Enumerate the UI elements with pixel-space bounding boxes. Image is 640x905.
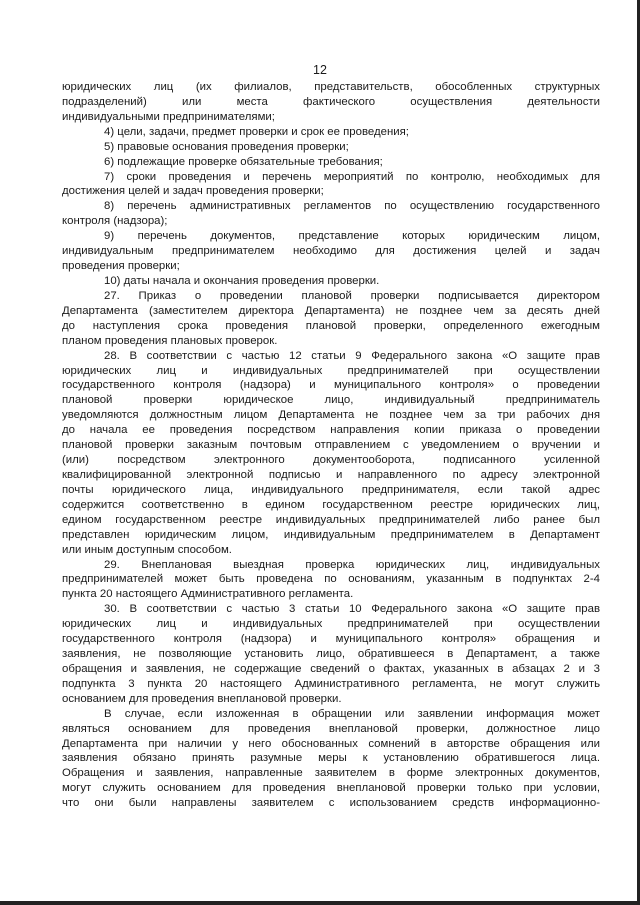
- text-line: могут служить основанием для проведения внеплановой проверки только при условии,: [62, 782, 600, 795]
- text-line: содержится соответственно в едином государственном реестре юридических лиц,: [62, 498, 600, 511]
- text-line: государственного контроля (надзора) и муниципального контроля» о проведении: [62, 379, 600, 392]
- text-line: основанием для проведения внеплановой проверки.: [62, 692, 342, 705]
- text-line: 29. Внеплановая выездная проверка юридических лиц, индивидуальных: [104, 558, 600, 571]
- text-line: проведения проверки;: [62, 260, 180, 273]
- text-line: 9) перечень документов, представление которых юридическим лицом,: [104, 230, 600, 243]
- text-line: предпринимателей может быть проведена по основаниям, указанным в подпунктах 2-4: [62, 573, 600, 586]
- text-line: 5) правовые основания проведения проверки;: [104, 140, 349, 153]
- text-line: квалифицированной электронной подписью и направленного по адресу электронной: [62, 468, 600, 481]
- text-line: плановой проверки заказным почтовым отправлением с уведомлением о вручении и: [62, 439, 600, 452]
- text-line: 30. В соответствии с частью 3 статьи 10 Федерального закона «О защите прав: [104, 603, 600, 616]
- text-line: планом проведения плановых проверок.: [62, 334, 278, 347]
- text-line: являться основанием для проведения внеплановой проверки, должностное лицо: [62, 722, 600, 735]
- scan-edge-bottom: [0, 901, 640, 905]
- text-line: государственного контроля (надзора) и муниципального контроля» обращения и: [62, 633, 600, 646]
- text-line: обращения и заявления, не содержащие сведений о фактах, указанных в абзацах 2 и 3: [62, 662, 600, 675]
- text-line: почты юридического лица, индивидуального предпринимателя, если такой адрес: [62, 483, 600, 496]
- text-line: 27. Приказ о проведении плановой проверки подписывается директором: [104, 289, 600, 302]
- text-line: 4) цели, задачи, предмет проверки и срок ее проведения;: [104, 125, 409, 138]
- text-line: Департамента (заместителем директора Департамента) не позднее чем за десять дней: [62, 304, 600, 317]
- text-line: Обращения и заявления, направленные заявителем в форме электронных документов,: [62, 767, 600, 780]
- text-line: пункта 20 настоящего Административного регламента.: [62, 588, 354, 601]
- text-line: представлен юридическим лицом, индивидуальным предпринимателем в Департамент: [62, 528, 600, 541]
- text-line: индивидуальными предпринимателями;: [62, 110, 275, 123]
- text-line: подразделений) или места фактического осуществления деятельности: [62, 95, 600, 108]
- text-line: 28. В соответствии с частью 12 статьи 9 Федерального закона «О защите прав: [104, 349, 600, 362]
- text-line: юридических лиц и индивидуальных предпринимателей при осуществлении: [62, 618, 600, 631]
- text-line: В случае, если изложенная в обращении или заявлении информация может: [104, 707, 600, 720]
- document-body: [62, 80, 600, 811]
- text-line: контроля (надзора);: [62, 215, 168, 228]
- text-line: подпункта 3 пункта 20 настоящего Административного регламента, не могут служить: [62, 677, 600, 690]
- text-line: 6) подлежащие проверке обязательные требования;: [104, 155, 383, 168]
- text-line: индивидуальным предпринимателем необходимо для достижения целей и задач: [62, 245, 600, 258]
- text-line: Департамента при наличии у него обоснованных сомнений в авторстве обращения или: [62, 737, 600, 750]
- text-line: 10) даты начала и окончания проведения проверки.: [104, 274, 380, 287]
- text-line: заявления обязано принять разумные меры к установлению обратившегося лица.: [62, 752, 600, 765]
- text-line: уведомляются должностным лицом Департамента не позднее чем за три рабочих дня: [62, 409, 600, 422]
- text-line: что они были направлены заявителем с использованием средств информационно-: [62, 797, 600, 810]
- text-line: или иным доступным способом.: [62, 543, 232, 556]
- text-line: заявления, не позволяющие установить лицо, обратившееся в Департамент, а также: [62, 648, 600, 661]
- text-line: 7) сроки проведения и перечень мероприятий по контролю, необходимых для: [104, 170, 600, 183]
- text-line: до наступления срока проведения плановой проверки, определенного ежегодным: [62, 319, 600, 332]
- text-line: до начала ее проведения посредством направления копии приказа о проведении: [62, 424, 600, 437]
- text-line: 8) перечень административных регламентов по осуществлению государственного: [104, 200, 600, 213]
- text-line: достижения целей и задач проведения проверки;: [62, 185, 324, 198]
- text-line: юридических лиц (их филиалов, представительств, обособленных структурных: [62, 81, 600, 93]
- text-line: едином государственном реестре индивидуальных предпринимателей либо ранее был: [62, 513, 600, 526]
- text-line: (или) посредством электронного документооборота, подписанного усиленной: [62, 454, 600, 467]
- text-line: юридических лиц и индивидуальных предпринимателей при осуществлении: [62, 364, 600, 377]
- text-line: плановой проверки юридическое лицо, индивидуальный предприниматель: [62, 394, 600, 407]
- page-number: 12: [313, 63, 327, 77]
